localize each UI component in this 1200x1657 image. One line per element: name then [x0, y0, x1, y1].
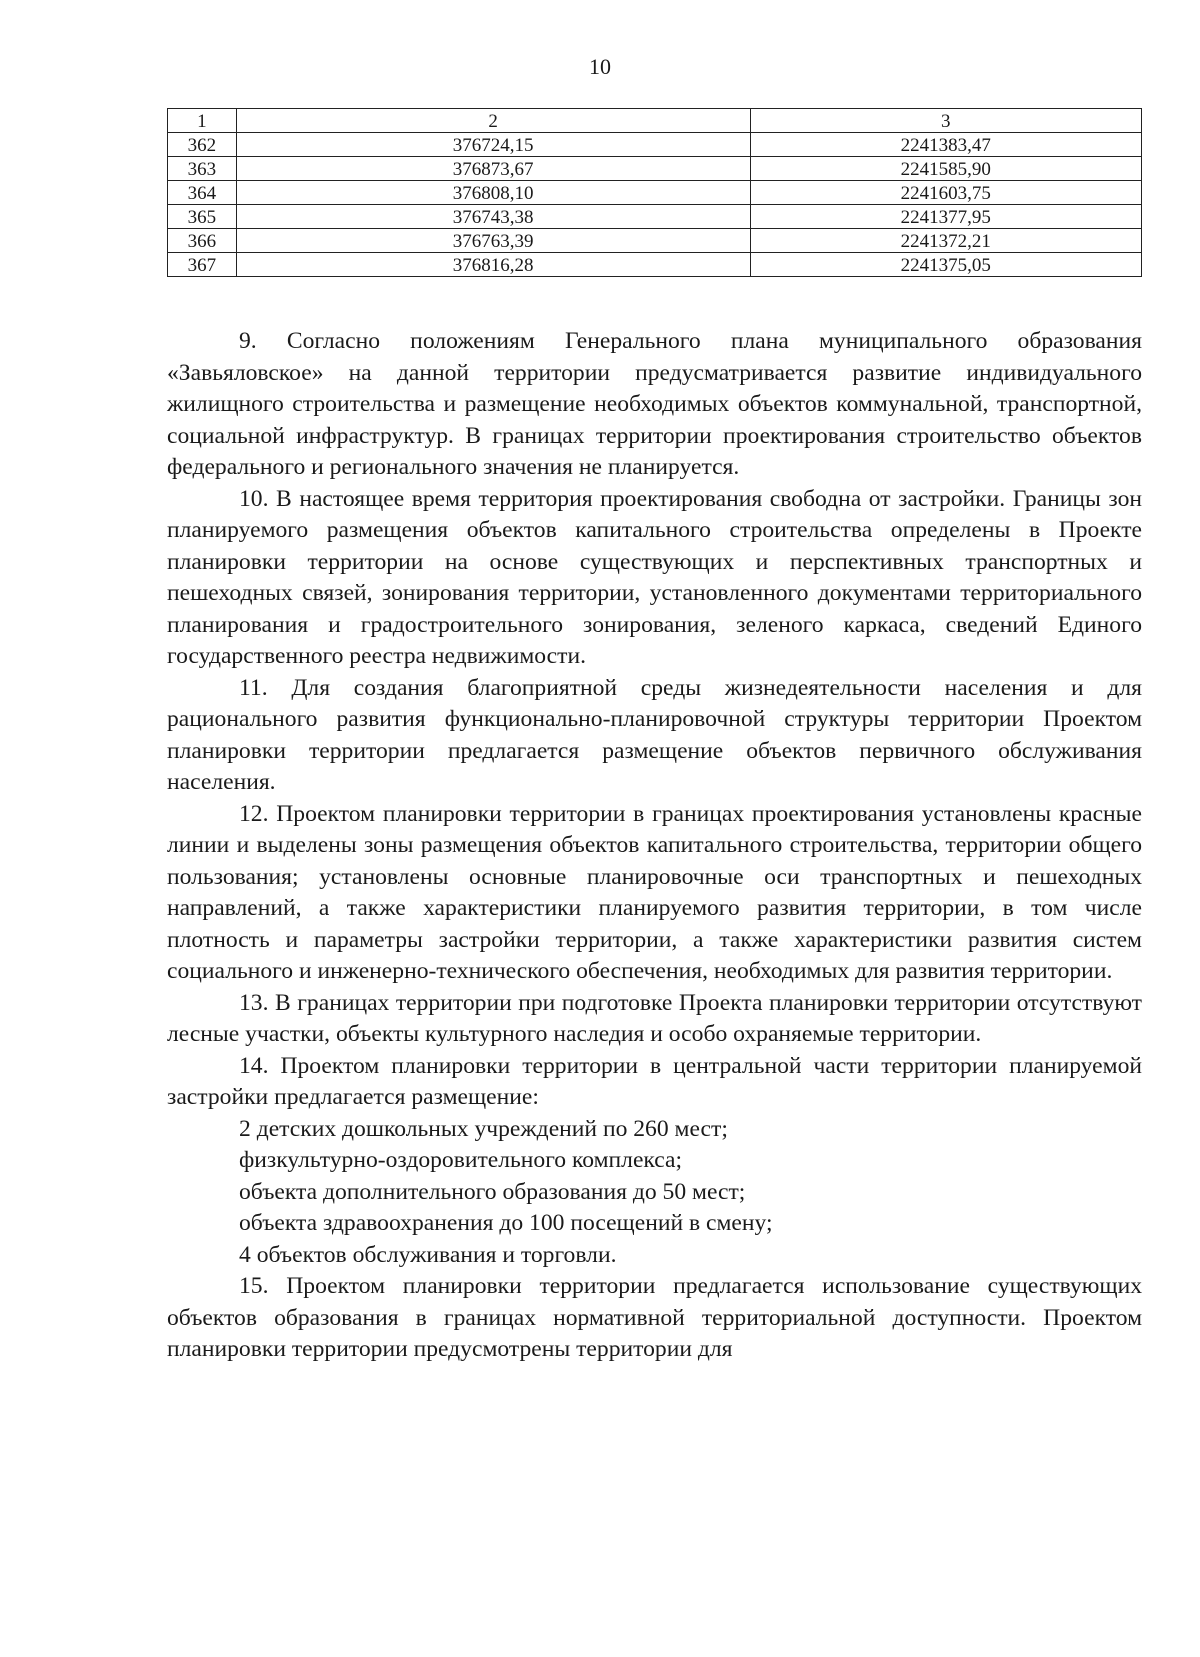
table-cell: 2241377,95 — [750, 205, 1141, 229]
paragraph-13: 13. В границах территории при подготовке Проекта планировки территории отсутствуют лесные участки, объекты культурного наследия и особо охраняемые территории. — [167, 989, 1142, 1047]
table-cell: 376816,28 — [236, 253, 750, 277]
table-cell: 362 — [168, 133, 237, 157]
table-row — [168, 205, 1142, 229]
paragraph-10: 10. В настоящее время территория проектирования свободна от застройки. Границы зон планируемого размещения объектов капитального строительства определены в Проекте планировки территории на основе существующих и перспективных транспортных и пешеходных связей, зонирования территории, установленного документами территориального планирования и градостроительного зонирования, зеленого каркаса, сведений Единого государственного реестра недвижимости. — [167, 485, 1142, 669]
paragraph-9: 9. Согласно положениям Генерального плана муниципального образования «Завьяловское» на данной территории предусматривается развитие индивидуального жилищного строительства и размещение необходимых объектов коммунальной, транспортной, социальной инфраструктур. В границах территории проектирования строительство объектов федерального и регионального значения не планируется. — [167, 328, 1142, 480]
table-cell: 376743,38 — [236, 205, 750, 229]
table-cell: 2241585,90 — [750, 157, 1141, 181]
table-header-cell: 2 — [236, 109, 750, 133]
table-cell: 376808,10 — [236, 181, 750, 205]
table-cell: 2241375,05 — [750, 253, 1141, 277]
table-cell: 364 — [168, 181, 237, 205]
table-row — [168, 181, 1142, 205]
table-header-cell: 3 — [750, 109, 1141, 133]
document-body — [167, 326, 1142, 1366]
table-row — [168, 253, 1142, 277]
table-header-row — [168, 109, 1142, 133]
page-number: 10 — [589, 54, 611, 79]
table-cell: 363 — [168, 157, 237, 181]
coordinates-table — [167, 108, 1142, 277]
table-cell: 367 — [168, 253, 237, 277]
list-item: 2 детских дошкольных учреждений по 260 мест; — [239, 1115, 728, 1142]
table-row — [168, 229, 1142, 253]
table-cell: 2241372,21 — [750, 229, 1141, 253]
list-item: физкультурно-оздоровительного комплекса; — [239, 1147, 683, 1173]
table-cell: 376763,39 — [236, 229, 750, 253]
table-row — [168, 157, 1142, 181]
table-cell: 2241383,47 — [750, 133, 1141, 157]
table-cell: 365 — [168, 205, 237, 229]
table-cell: 376873,67 — [236, 157, 750, 181]
paragraph-12: 12. Проектом планировки территории в границах проектирования установлены красные линии и выделены зоны размещения объектов капитального строительства, территории общего пользования; установлены основные планировочные оси транспортных и пешеходных направлений, а также характеристики планируемого развития территории, в том числе плотность и параметры застройки территории, а также характеристики развития систем социального и инженерно-технического обеспечения, необходимых для развития территории. — [167, 800, 1142, 984]
paragraph-14: 14. Проектом планировки территории в центральной части территории планируемой застройки предлагается размещение: — [167, 1052, 1142, 1110]
paragraph-11: 11. Для создания благоприятной среды жизнедеятельности населения и для рационального развития функционально-планировочной структуры территории Проектом планировки территории предлагается размещение объектов первичного обслуживания населения. — [167, 674, 1142, 795]
table-cell: 366 — [168, 229, 237, 253]
paragraph-15: 15. Проектом планировки территории предлагается использование существующих объектов образования в границах нормативной территориальной доступности. Проектом планировки территории предусмотрены территории для — [167, 1273, 1142, 1362]
list-item: объекта дополнительного образования до 50 мест; — [239, 1178, 746, 1205]
table-header-cell: 1 — [168, 109, 237, 133]
list-item: объекта здравоохранения до 100 посещений в смену; — [239, 1210, 773, 1236]
table-cell: 2241603,75 — [750, 181, 1141, 205]
table-cell: 376724,15 — [236, 133, 750, 157]
list-item: 4 объектов обслуживания и торговли. — [239, 1241, 617, 1268]
table-row — [168, 133, 1142, 157]
